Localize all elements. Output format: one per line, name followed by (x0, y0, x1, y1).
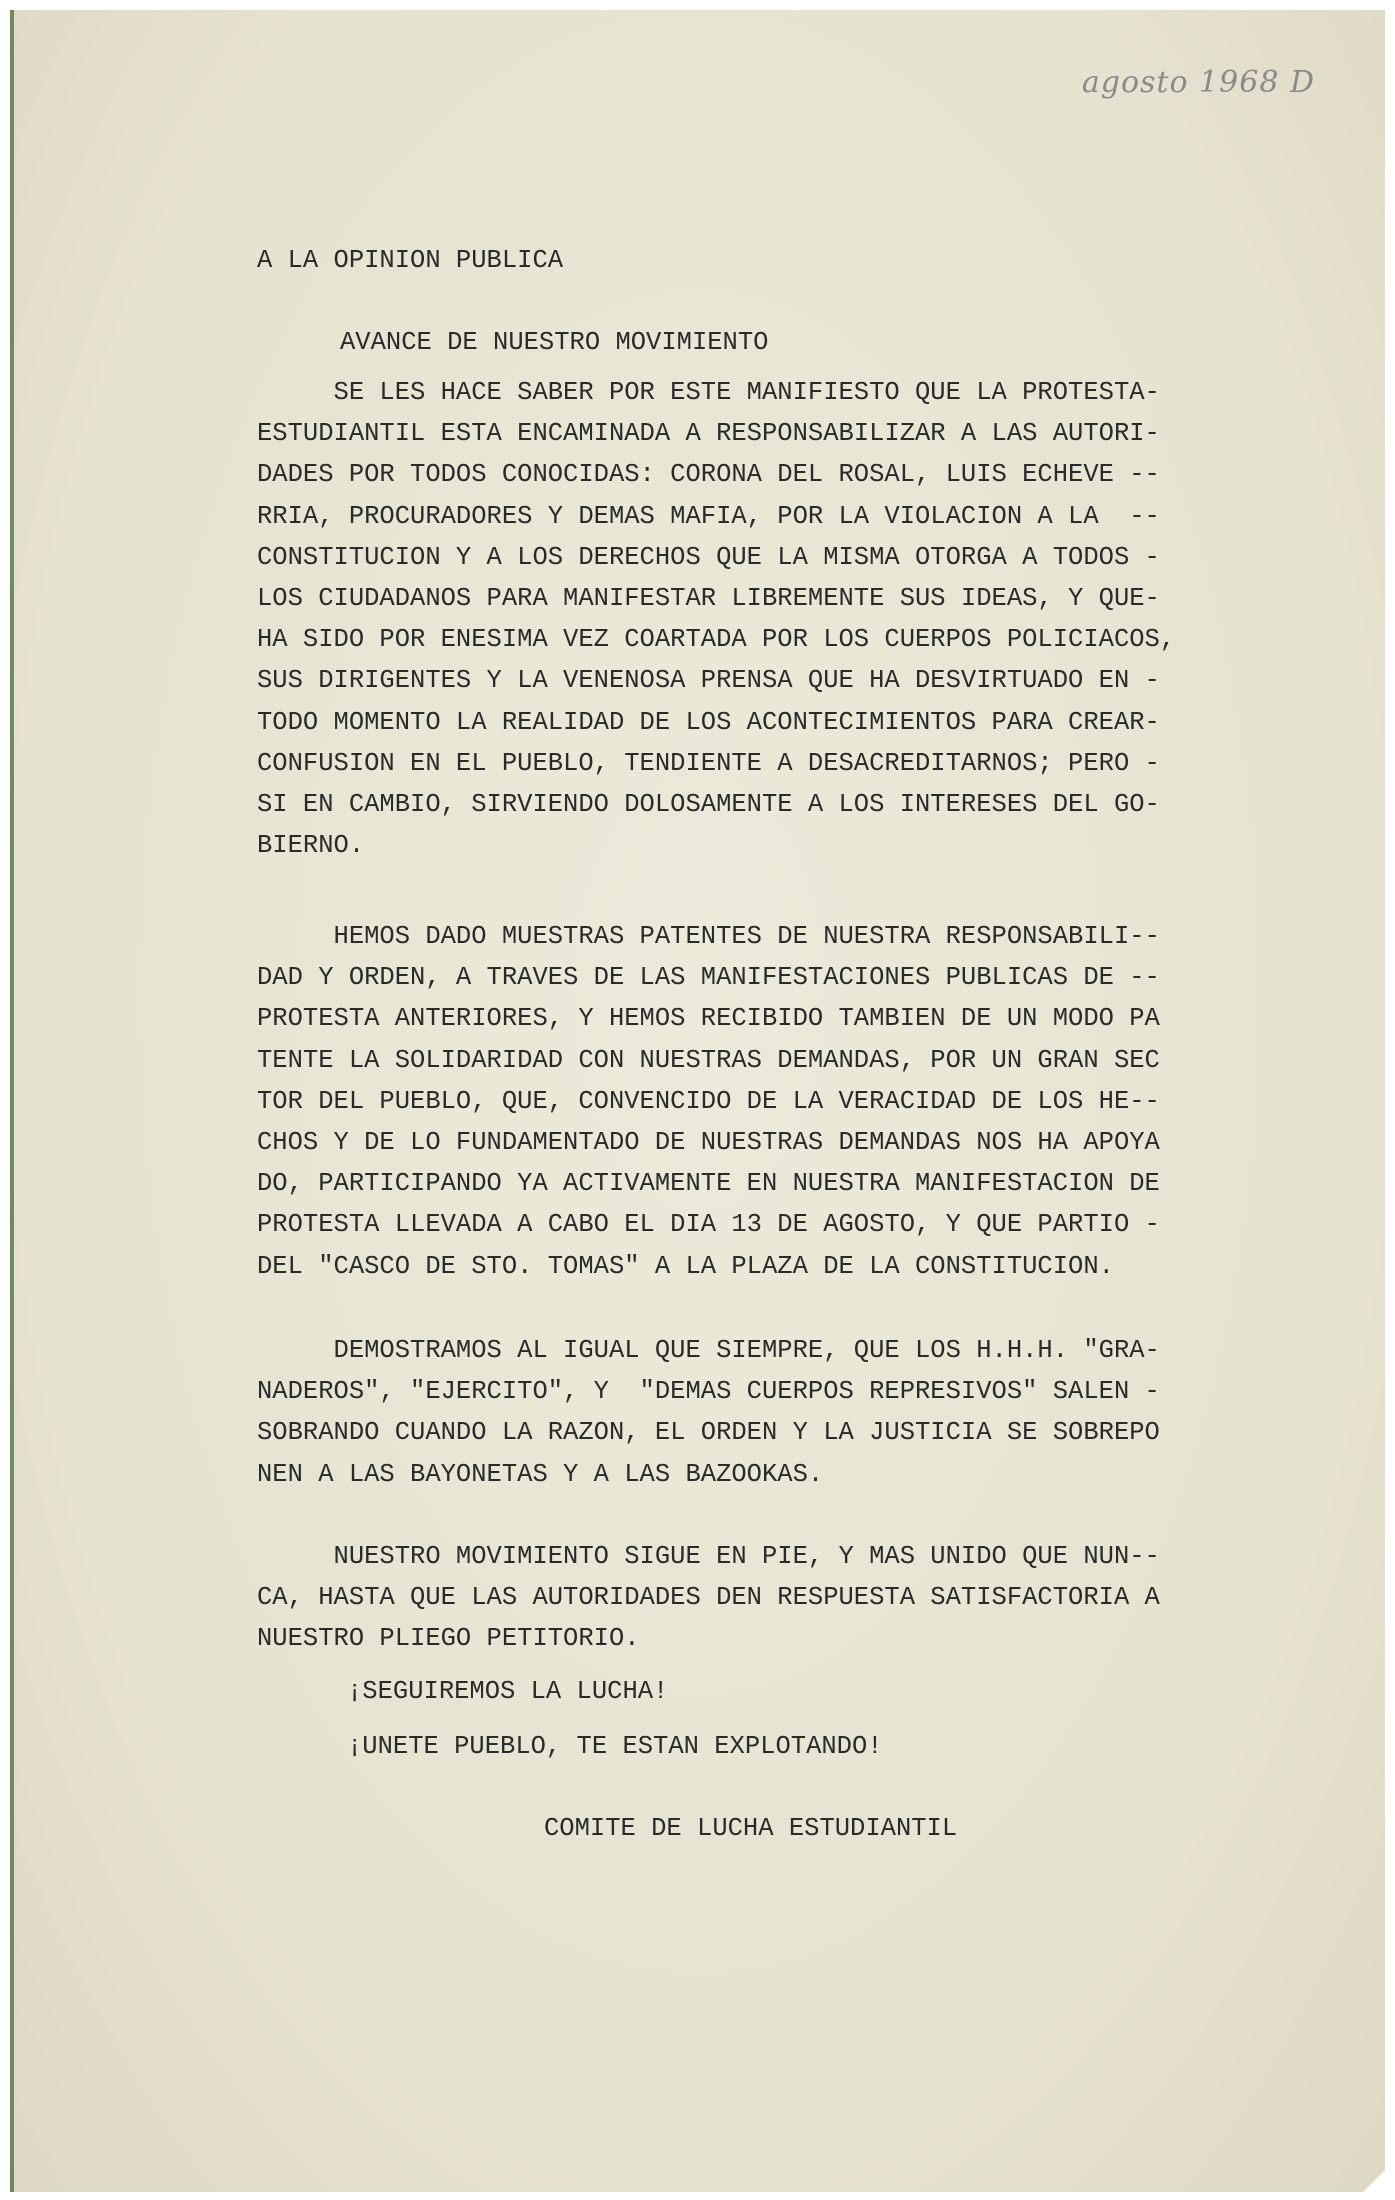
document-heading: A LA OPINION PUBLICA (257, 246, 564, 275)
page-corner-fold (1363, 2170, 1385, 2192)
paragraph-4: NUESTRO MOVIMIENTO SIGUE EN PIE, Y MAS UNIDO QUE NUN-- CA, HASTA QUE LAS AUTORIDADES DEN RESPUESTA SATISFACTORIA A NUESTRO PLIEGO PETITORIO. (257, 1542, 1160, 1654)
paragraph-2: HEMOS DADO MUESTRAS PATENTES DE NUESTRA RESPONSABILI-- DAD Y ORDEN, A TRAVES DE LAS MANIFESTACIONES PUBLICAS DE -- PROTESTA ANTERIORES, Y HEMOS RECIBIDO TAMBIEN DE UN MODO PA TENTE LA SOLIDARIDAD CON NUESTRAS DEMANDAS, POR UN GRAN SEC TOR DEL PUEBLO, QUE, CONVENCIDO DE LA VERACIDAD DE LOS HE-- CHOS Y DE LO FUNDAMENTADO DE NUESTRAS DEMANDAS NOS HA APOYA DO, PARTICIPANDO YA ACTIVAMENTE EN NUESTRA MANIFESTACION DE PROTESTA LLEVADA A CABO EL DIA 13 DE AGOSTO, Y QUE PARTIO - DEL "CASCO DE STO. TOMAS" A LA PLAZA DE LA CONSTITUCION. (257, 922, 1160, 1281)
document-subheading: AVANCE DE NUESTRO MOVIMIENTO (340, 328, 769, 357)
handwritten-date-annotation: agosto 1968 D (1081, 65, 1315, 100)
document-page (10, 10, 1385, 2192)
signature: COMITE DE LUCHA ESTUDIANTIL (544, 1814, 958, 1843)
slogan-1: ¡SEGUIREMOS LA LUCHA! (347, 1677, 669, 1706)
slogan-2: ¡UNETE PUEBLO, TE ESTAN EXPLOTANDO! (347, 1732, 883, 1761)
paragraph-3: DEMOSTRAMOS AL IGUAL QUE SIEMPRE, QUE LOS H.H.H. "GRA- NADEROS", "EJERCITO", Y "DEMAS CUERPOS REPRESIVOS" SALEN - SOBRANDO CUANDO LA RAZON, EL ORDEN Y LA JUSTICIA SE SOBREPO NEN A LAS BAYONETAS Y A LAS BAZOOKAS. (257, 1336, 1160, 1489)
paragraph-1: SE LES HACE SABER POR ESTE MANIFIESTO QUE LA PROTESTA- ESTUDIANTIL ESTA ENCAMINADA A RESPONSABILIZAR A LAS AUTORI- DADES POR TODOS CONOCIDAS: CORONA DEL ROSAL, LUIS ECHEVE -- RRIA, PROCURADORES Y DEMAS MAFIA, POR LA VIOLACION A LA -- CONSTITUCION Y A LOS DERECHOS QUE LA MISMA OTORGA A TODOS - LOS CIUDADANOS PARA MANIFESTAR LIBREMENTE SUS IDEAS, Y QUE- HA SIDO POR ENESIMA VEZ COARTADA POR LOS CUERPOS POLICIACOS, SUS DIRIGENTES Y LA VENENOSA PRENSA QUE HA DESVIRTUADO EN - TODO MOMENTO LA REALIDAD DE LOS ACONTECIMIENTOS PARA CREAR- CONFUSION EN EL PUEBLO, TENDIENTE A DESACREDITARNOS; PERO - SI EN CAMBIO, SIRVIENDO DOLOSAMENTE A LOS INTERESES DEL GO- BIERNO. (257, 378, 1176, 861)
